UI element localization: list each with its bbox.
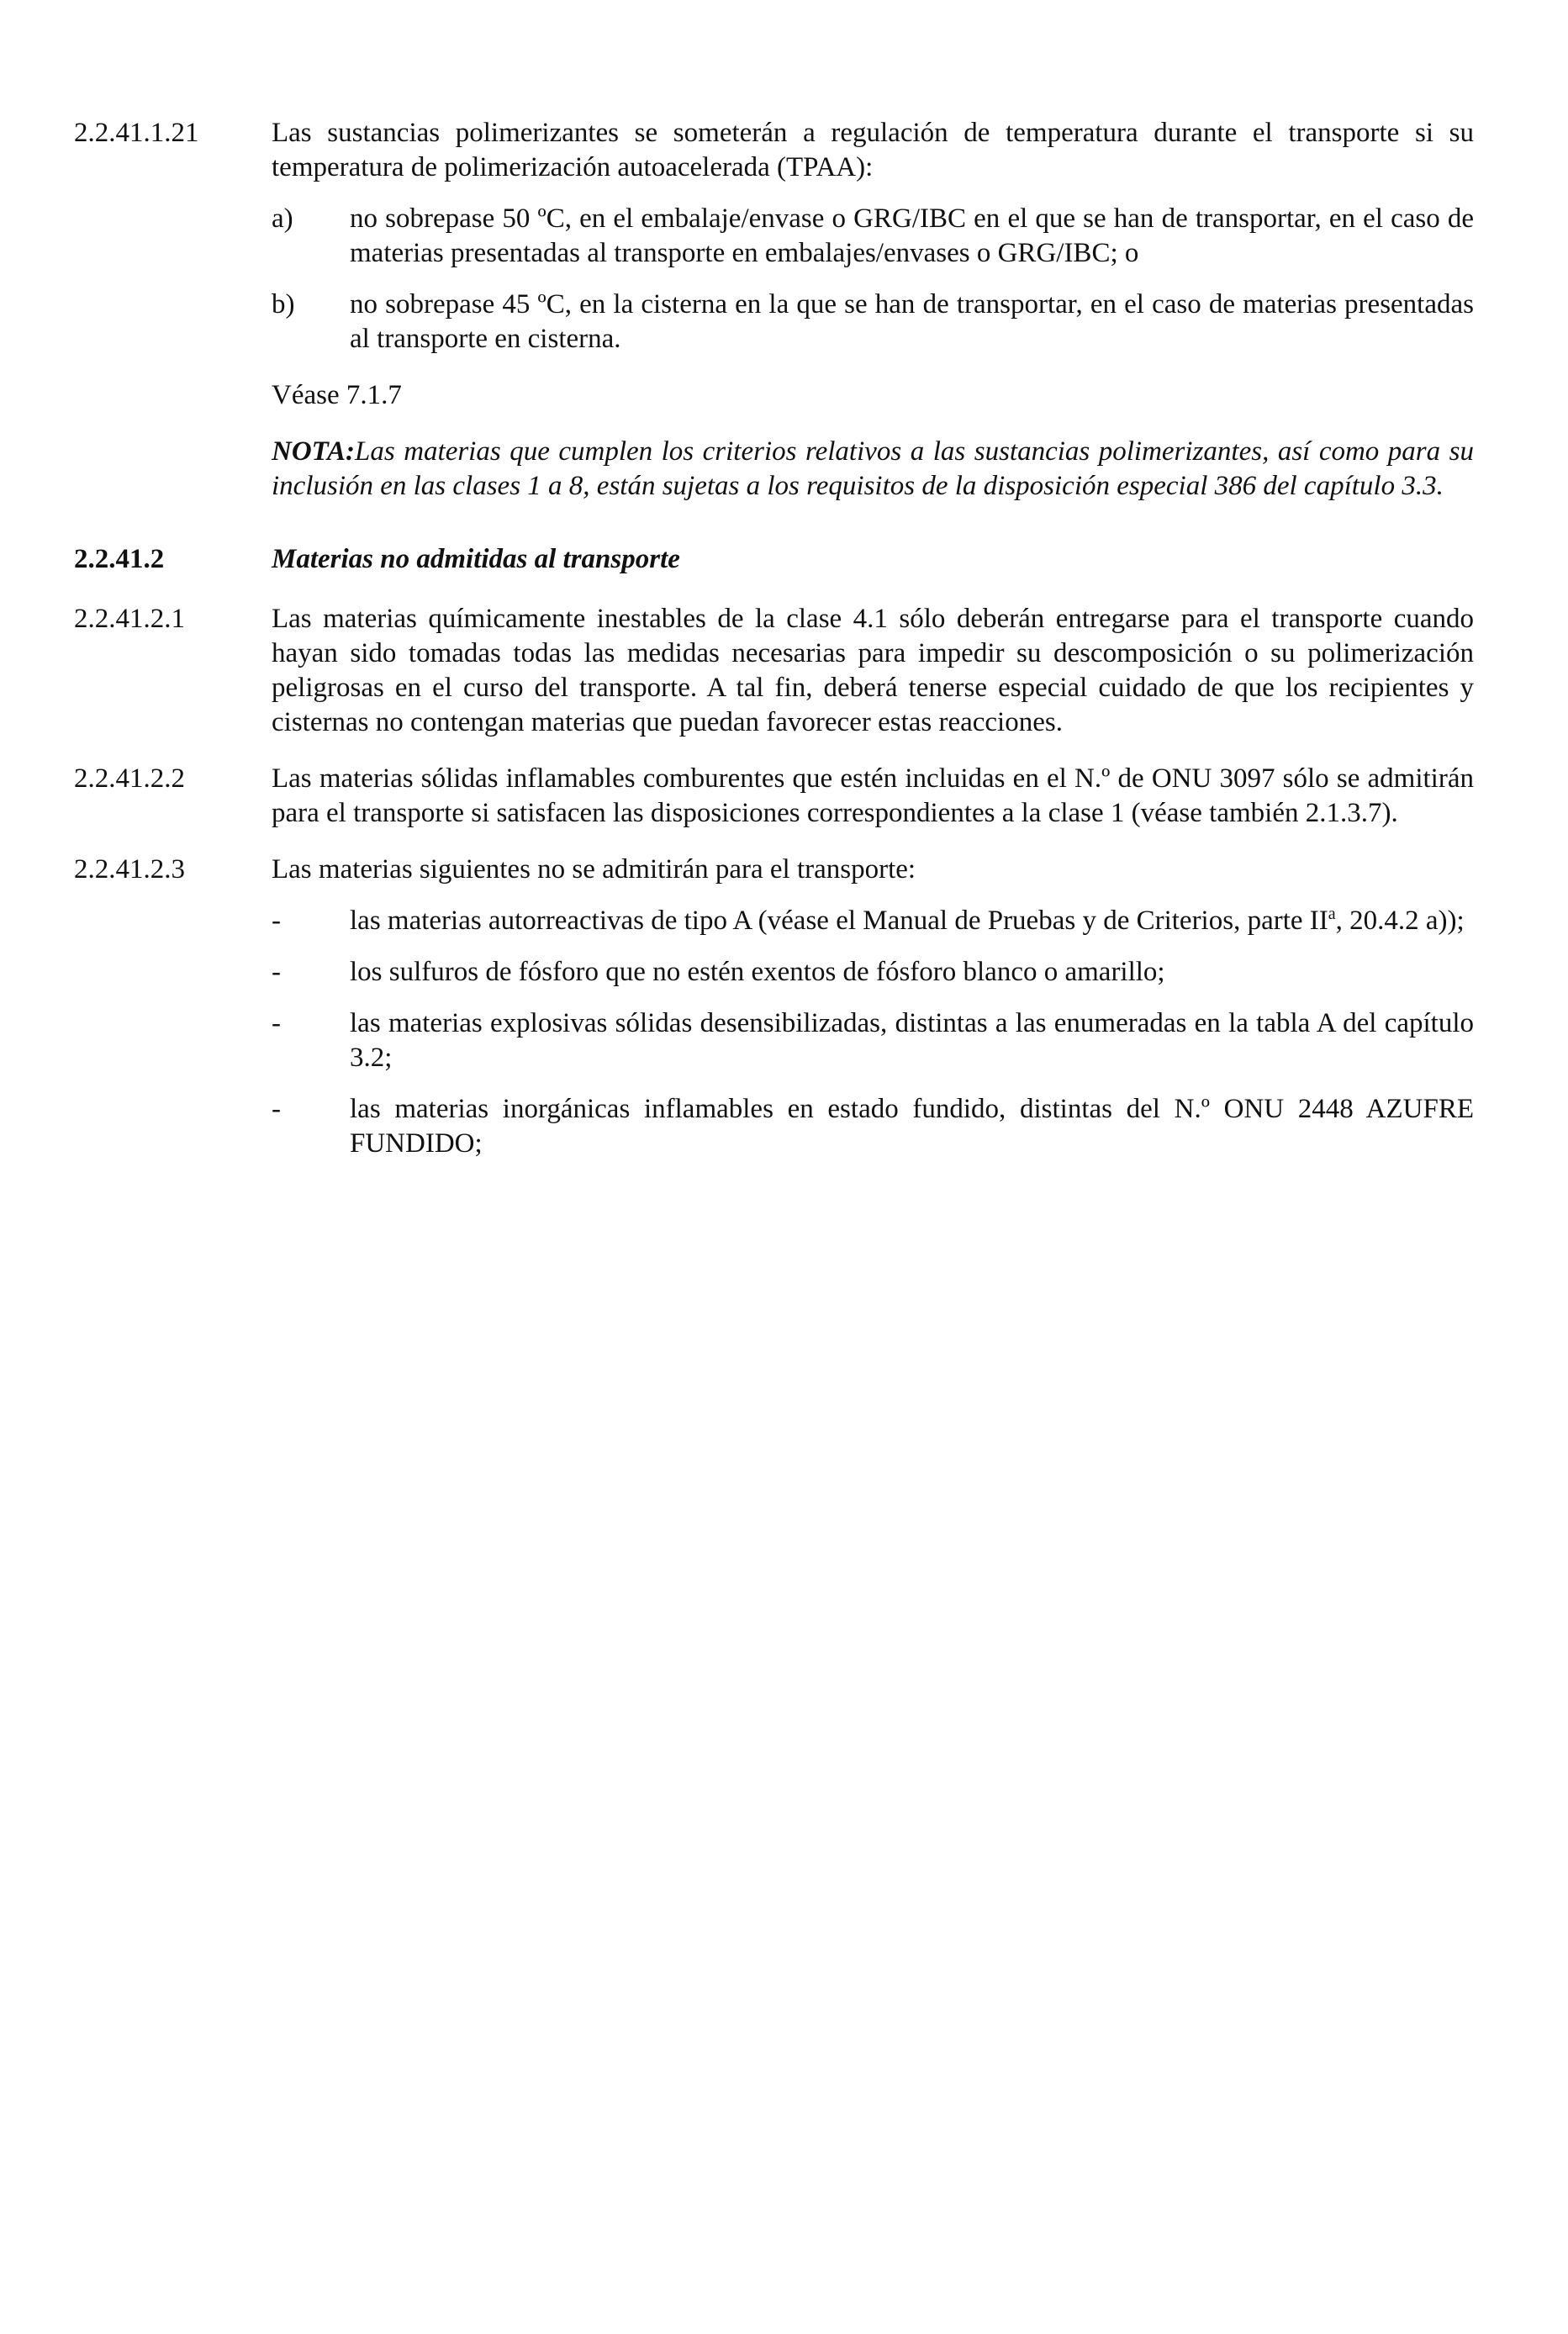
list-marker: - — [272, 906, 281, 936]
section-number: 2.2.41.1.21 — [74, 118, 199, 148]
list-item-text: las materias inorgánicas inflamables en estado fundido, distintas del N.º ONU 2448 AZUFRE FUNDIDO; — [350, 1094, 1474, 1159]
list-marker: - — [272, 1008, 281, 1038]
section-2-2-41-2-1 — [74, 602, 1474, 740]
nota-paragraph — [272, 435, 1474, 504]
section-number: 2.2.41.2 — [74, 544, 165, 574]
section-2-2-41-1-21 — [74, 116, 1474, 504]
see-reference: Véase 7.1.7 — [272, 380, 402, 410]
section-number: 2.2.41.2.3 — [74, 854, 185, 884]
list-item-b — [272, 288, 1474, 356]
list-marker: - — [272, 957, 281, 987]
section-content — [272, 116, 1474, 504]
list-item-text: las materias explosivas sólidas desensibilizadas, distintas a las enumeradas en la tabla A del capítulo 3.2; — [350, 1008, 1474, 1073]
list-marker: - — [272, 1094, 281, 1124]
list-item-a — [272, 202, 1474, 271]
section-content — [272, 853, 1474, 1161]
section-number: 2.2.41.2.1 — [74, 604, 185, 634]
list-marker: b) — [272, 289, 295, 319]
list-item-text — [350, 904, 1474, 938]
list-item — [272, 1006, 1474, 1075]
document-page — [74, 116, 1474, 1161]
section-2-2-41-2-2 — [74, 762, 1474, 831]
list-item-text: los sulfuros de fósforo que no estén exentos de fósforo blanco o amarillo; — [350, 957, 1165, 987]
list-item — [272, 955, 1474, 990]
list-item-text: no sobrepase 45 ºC, en la cisterna en la que se han de transportar, en el caso de materias presentadas al transporte en cisterna. — [350, 289, 1474, 354]
list-marker: a) — [272, 203, 293, 234]
section-text: Las materias químicamente inestables de la clase 4.1 sólo deberán entregarse para el transporte cuando hayan sido tomadas todas las medidas necesarias para impedir su descomposición o su polimerización peligrosas en el curso del transporte. A tal fin, deberá tenerse especial cuidado de que los recipientes y cisternas no contengan materias que puedan favorecer estas reacciones. — [272, 604, 1474, 737]
section-2-2-41-2-3 — [74, 853, 1474, 1161]
section-intro: Las materias siguientes no se admitirán para el transporte: — [272, 854, 916, 884]
section-2-2-41-2-heading — [74, 542, 1474, 577]
superscript: a — [1328, 905, 1336, 923]
section-number: 2.2.41.2.2 — [74, 763, 185, 794]
list-item — [272, 1092, 1474, 1161]
nota-label: NOTA: — [272, 436, 355, 467]
nota-text: Las materias que cumplen los criterios relativos a las sustancias polimerizantes, así como para su inclusión en las clases 1 a 8, están sujetas a los requisitos de la disposición especial 386 del capítulo 3.3. — [272, 436, 1474, 501]
list-item-text-part: , 20.4.2 a)); — [1335, 906, 1465, 936]
section-intro: Las sustancias polimerizantes se someterán a regulación de temperatura durante el transporte si su temperatura de polimerización autoacelerada (TPAA): — [272, 118, 1474, 182]
section-text: Las materias sólidas inflamables comburentes que estén incluidas en el N.º de ONU 3097 sólo se admitirán para el transporte si satisfacen las disposiciones correspondientes a la clase 1 (véase también 2.1.3.7). — [272, 763, 1474, 828]
list-item-text: no sobrepase 50 ºC, en el embalaje/envase o GRG/IBC en el que se han de transportar, en el caso de materias presentadas al transporte en embalajes/envases o GRG/IBC; o — [350, 203, 1474, 268]
list-item-text-part: las materias autorreactivas de tipo A (véase el Manual de Pruebas y de Criterios, parte II — [350, 906, 1328, 936]
list-item — [272, 904, 1474, 938]
section-title: Materias no admitidas al transporte — [272, 544, 680, 574]
